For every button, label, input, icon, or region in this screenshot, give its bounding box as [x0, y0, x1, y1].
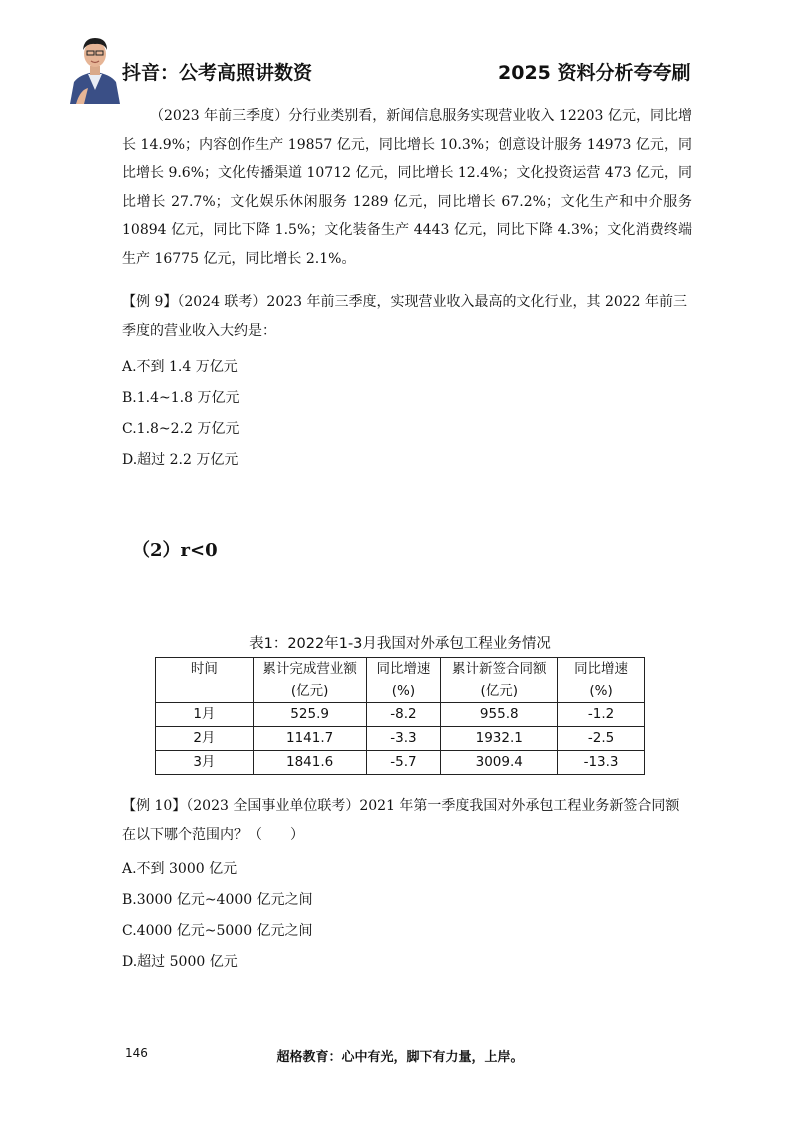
example-9-option-c: C.1.8~2.2 万亿元	[122, 421, 240, 437]
table-cell: 3009.4	[441, 751, 558, 775]
page-number: 146	[125, 1046, 148, 1060]
avatar	[66, 30, 124, 104]
section-heading: （2）r<0	[132, 540, 218, 561]
table-row	[156, 703, 645, 727]
table-cell: 1932.1	[441, 727, 558, 751]
example-10-option-d: D.超过 5000 亿元	[122, 954, 238, 970]
intro-paragraph	[122, 102, 692, 273]
header-title-left: 抖音：公考高照讲数资	[122, 62, 313, 84]
table-cell: 525.9	[253, 703, 366, 727]
header-title-right: 2025 资料分析夸夸刷	[498, 62, 691, 84]
footer-slogan: 超格教育：心中有光，脚下有力量，上岸。	[276, 1050, 524, 1065]
table-header-unit-row	[156, 680, 645, 703]
table-title: 表1：2022年1-3月我国对外承包工程业务情况	[249, 636, 551, 652]
data-table	[155, 657, 645, 775]
example-9-option-a: A.不到 1.4 万亿元	[122, 359, 238, 375]
example-10-option-c: C.4000 亿元~5000 亿元之间	[122, 923, 313, 939]
table-header-cell: 同比增速	[366, 658, 441, 681]
example-10-question: 【例 10】（2023 全国事业单位联考）2021 年第一季度我国对外承包工程业务新签合同额在以下哪个范围内？（ ）	[122, 798, 680, 843]
table-cell: 3月	[156, 751, 254, 775]
table-header-unit-cell: (亿元)	[441, 680, 558, 703]
example-9-option-b: B.1.4~1.8 万亿元	[122, 390, 240, 406]
table-cell: -2.5	[558, 727, 645, 751]
table-cell: -13.3	[558, 751, 645, 775]
table-header-unit-cell: (%)	[366, 680, 441, 703]
table-header-cell: 时间	[156, 658, 254, 681]
table-cell: 1月	[156, 703, 254, 727]
example-10-option-b: B.3000 亿元~4000 亿元之间	[122, 892, 313, 908]
table-cell: 1841.6	[253, 751, 366, 775]
example-10-option-a: A.不到 3000 亿元	[122, 861, 238, 877]
intro-paragraph-text: （2023 年前三季度）分行业类别看，新闻信息服务实现营业收入 12203 亿元，同比增长 14.9%；内容创作生产 19857 亿元，同比增长 10.3%；创意设计服务 14973 亿元，同比增长 9.6%；文化传播渠道 10712 亿元，同比增长 12.4%；文化投资运营 473 亿元，同比增长 27.7%；文化娱乐休闲服务 1289 亿元，同比增长 67.2%；文化生产和中介服务 10894 亿元，同比下降 1.5%；文化装备生产 4443 亿元，同比下降 4.3%；文化消费终端生产 16775 亿元，同比增长 2.1%。	[122, 108, 692, 267]
table-cell: 955.8	[441, 703, 558, 727]
table-header-unit-cell	[156, 680, 254, 703]
table-cell: -5.7	[366, 751, 441, 775]
table-row	[156, 727, 645, 751]
table-header-row	[156, 658, 645, 681]
table-row	[156, 751, 645, 775]
table-cell: -8.2	[366, 703, 441, 727]
table-cell: 1141.7	[253, 727, 366, 751]
example-9-question: 【例 9】（2024 联考）2023 年前三季度，实现营业收入最高的文化行业，其 2022 年前三季度的营业收入大约是：	[122, 294, 688, 339]
example-9-option-d: D.超过 2.2 万亿元	[122, 452, 239, 468]
table-cell: 2月	[156, 727, 254, 751]
table-header-unit-cell: (亿元)	[253, 680, 366, 703]
table-cell: -3.3	[366, 727, 441, 751]
table-cell: -1.2	[558, 703, 645, 727]
table-header-cell: 累计完成营业额	[253, 658, 366, 681]
table-header-unit-cell: (%)	[558, 680, 645, 703]
table-header-cell: 累计新签合同额	[441, 658, 558, 681]
table-header-cell: 同比增速	[558, 658, 645, 681]
